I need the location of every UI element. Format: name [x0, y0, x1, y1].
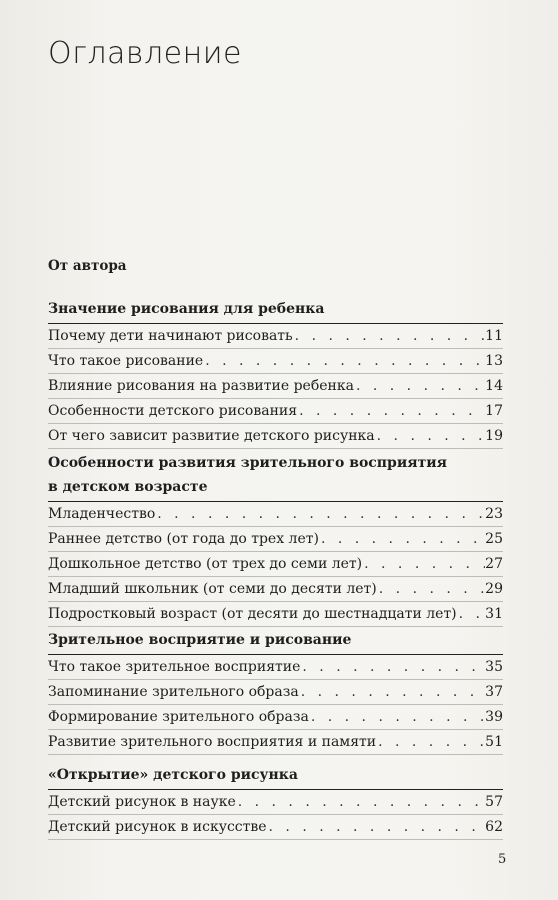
toc-entry[interactable]	[48, 577, 503, 602]
page-number: 5	[498, 852, 507, 867]
toc-entry-page: 11	[485, 328, 503, 344]
toc-entry-title: Развитие зрительного восприятия и памяти	[48, 734, 377, 750]
toc-entry-page: 39	[485, 709, 503, 725]
section-title: Зрительное восприятие и рисование	[48, 628, 503, 655]
toc-entry[interactable]	[48, 399, 503, 424]
toc-entry-title: Запоминание зрительного образа	[48, 684, 299, 700]
dot-leader	[375, 424, 486, 448]
section-title: Значение рисования для ребенка	[48, 297, 503, 324]
toc-entry[interactable]	[48, 374, 503, 399]
toc-entry[interactable]	[48, 790, 503, 815]
toc-author-entry: От автора	[48, 258, 127, 274]
toc-entry[interactable]	[48, 349, 503, 374]
dot-leader	[354, 374, 485, 398]
dot-leader	[236, 790, 485, 814]
toc-entry-page: 29	[485, 581, 503, 597]
toc-entry-title: Особенности детского рисования	[48, 403, 298, 419]
dot-leader	[376, 730, 485, 754]
toc-entry-title: Детский рисунок в науке	[48, 794, 236, 810]
dot-leader	[297, 399, 485, 423]
section-title-line: Особенности развития зрительного восприятия	[48, 455, 447, 471]
toc-entry-title: Формирование зрительного образа	[48, 709, 309, 725]
section-title	[48, 451, 503, 502]
toc-entry[interactable]	[48, 730, 503, 755]
dot-leader	[362, 552, 485, 576]
section-title-line: в детском возрасте	[48, 479, 208, 495]
toc-entry-title: Младший школьник (от семи до десяти лет)	[48, 581, 377, 597]
dot-leader	[293, 324, 486, 348]
toc-entry-page: 27	[485, 556, 503, 572]
dot-leader	[319, 527, 485, 551]
toc-section-4	[48, 763, 503, 840]
dot-leader	[155, 502, 485, 526]
toc-entry-page: 23	[485, 506, 503, 522]
toc-entry-title: Младенчество	[48, 506, 156, 522]
toc-entry-title: От чего зависит развитие детского рисунка	[48, 428, 375, 444]
toc-entry-title: Что такое зрительное восприятие	[48, 659, 301, 675]
toc-entry-page: 25	[485, 531, 503, 547]
toc-entry[interactable]	[48, 527, 503, 552]
toc-section-3	[48, 628, 503, 755]
toc-entry-page: 13	[485, 353, 503, 369]
toc-entry[interactable]	[48, 602, 503, 627]
toc-entry-title: Раннее детство (от года до трех лет)	[48, 531, 319, 547]
toc-entry[interactable]	[48, 655, 503, 680]
dot-leader	[203, 349, 485, 373]
toc-entry-title: Влияние рисования на развитие ребенка	[48, 378, 354, 394]
toc-section-1	[48, 297, 503, 449]
dot-leader	[309, 705, 485, 729]
toc-entry[interactable]	[48, 815, 503, 840]
toc-entry-page: 31	[485, 606, 503, 622]
toc-entry-page: 51	[485, 734, 503, 750]
dot-leader	[300, 655, 485, 679]
toc-entry[interactable]	[48, 680, 503, 705]
toc-entry-title: Детский рисунок в искусстве	[48, 819, 267, 835]
toc-entry[interactable]	[48, 705, 503, 730]
toc-entry-title: Почему дети начинают рисовать	[48, 328, 293, 344]
toc-entry-page: 19	[485, 428, 503, 444]
toc-entry-page: 14	[485, 378, 503, 394]
dot-leader	[299, 680, 485, 704]
toc-section-2	[48, 451, 503, 627]
dot-leader	[457, 602, 486, 626]
toc-entry-title: Дошкольное детство (от трех до семи лет)	[48, 556, 363, 572]
toc-entry[interactable]	[48, 324, 503, 349]
toc-entry[interactable]	[48, 502, 503, 527]
section-title: «Открытие» детского рисунка	[48, 763, 503, 790]
toc-entry-page: 37	[485, 684, 503, 700]
dot-leader	[377, 577, 485, 601]
toc-entry-page: 62	[485, 819, 503, 835]
toc-entry-page: 17	[485, 403, 503, 419]
toc-entry[interactable]	[48, 424, 503, 449]
toc-entry[interactable]	[48, 552, 503, 577]
dot-leader	[267, 815, 486, 839]
toc-entry-title: Подростковый возраст (от десяти до шестнадцати лет)	[48, 606, 457, 622]
page-title: Оглавление	[48, 36, 242, 71]
toc-entry-page: 35	[485, 659, 503, 675]
toc-entry-title: Что такое рисование	[48, 353, 204, 369]
toc-entry-page: 57	[485, 794, 503, 810]
